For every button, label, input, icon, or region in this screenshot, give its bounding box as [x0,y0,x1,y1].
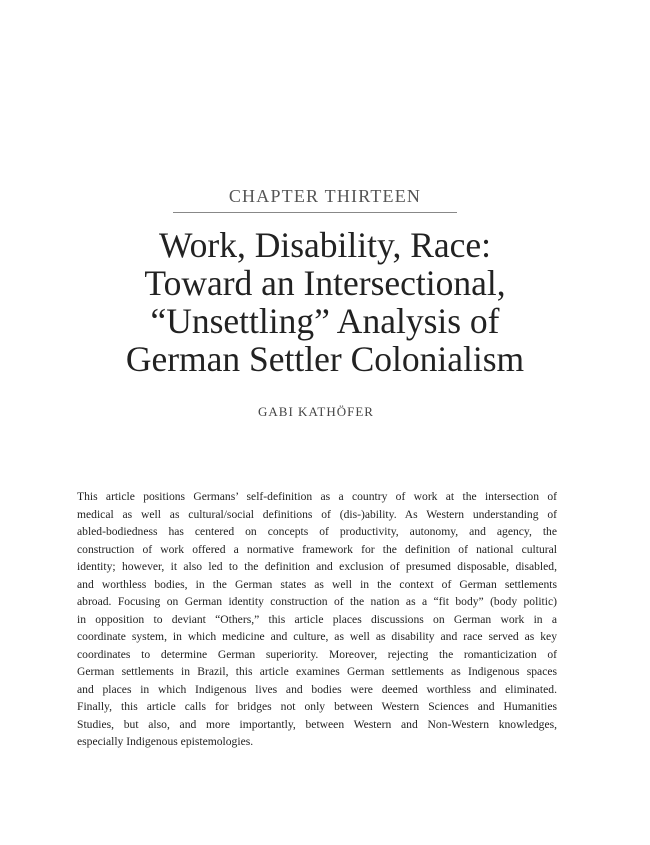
abstract-line: identity; however, it also led to the definition and exclusion of presumed disposable, disabled, [77,560,557,573]
abstract-line: German settlements in Brazil, this article examines German settlements as Indigenous spaces [77,665,557,678]
abstract-line: in opposition to deviant “Others,” this article places discussions on German work in a [77,612,557,626]
chapter-title-line: German Settler Colonialism [125,339,525,379]
chapter-divider-rule [173,212,457,213]
abstract-line: abled-bodiedness has centered on concepts of productivity, autonomy, and agency, the [77,525,557,538]
abstract-paragraph [77,488,557,751]
abstract-line: and worthless bodies, in the German states as well in the context of German settlements [77,577,557,591]
chapter-label: CHAPTER THIRTEEN [228,186,422,206]
abstract-line: Studies, but also, and more importantly, between Western and Non-Western knowledges, [77,717,557,731]
abstract-line: medical as well as cultural/social definitions of (dis-)ability. As Western understanding of [77,507,557,521]
chapter-title-line: “Unsettling” Analysis of [150,301,500,341]
abstract-line: construction of work offered a normative framework for the definition of national cultural [77,542,557,556]
abstract-line: coordinates to determine German superiority. Moreover, rejecting the romanticization of [77,647,557,661]
abstract-line: especially Indigenous epistemologies. [77,735,254,748]
author-name: GABI KATHÖFER [258,404,374,419]
abstract-line: and places in which Indigenous lives and bodies were deemed worthless and eliminated. [77,682,557,696]
abstract-line: Finally, this article calls for bridges not only between Western Sciences and Humanities [77,700,557,713]
abstract-line: This article positions Germans’ self-definition as a country of work at the intersection of [77,490,557,503]
abstract-line: coordinate system, in which medicine and culture, as well as disability and race served as key [77,630,557,643]
chapter-title-line: Work, Disability, Race: [158,225,491,265]
chapter-title [60,226,590,378]
abstract-line: abroad. Focusing on German identity construction of the nation as a “fit body” (body politic) [77,595,557,608]
chapter-title-line: Toward an Intersectional, [144,263,506,303]
